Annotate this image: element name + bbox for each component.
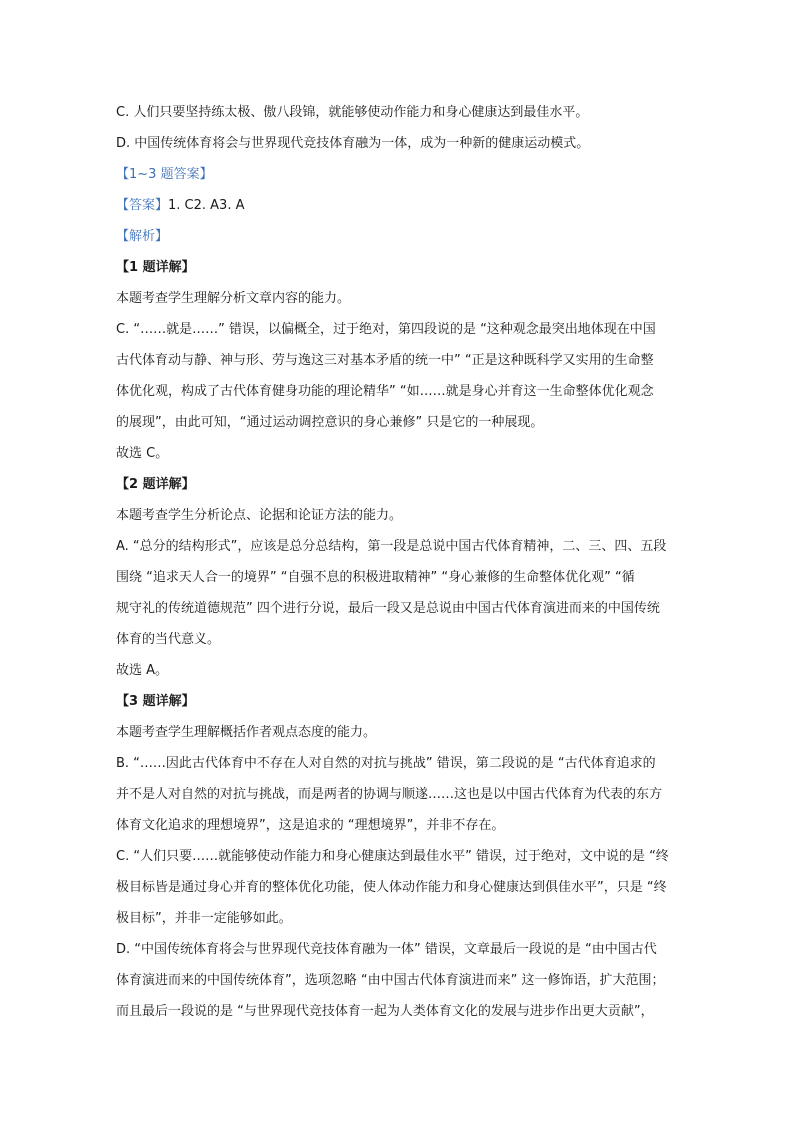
- paragraph-line: 体育演进而来的中国传统体育”，选项忽略 “由中国古代体育演进而来” 这一修饰语，扩大范围；: [116, 973, 665, 988]
- paragraph-line: D. “中国传统体育将会与世界现代竞技体育融为一体” 错误，文章最后一段说的是 “由中国古代: [116, 942, 657, 957]
- paragraph-line: 故选 C。: [116, 446, 169, 461]
- paragraph-line: C. “人们只要……就能够使动作能力和身心健康达到最佳水平” 错误，过于绝对，文中说的是 “终: [116, 849, 669, 864]
- q2-heading: 【2 题详解】: [116, 477, 195, 492]
- answer-values: 1. C2. A3. A: [168, 198, 245, 213]
- paragraph-line: 体育的当代意义。: [116, 632, 221, 647]
- paragraph-line: 本题考查学生分析论点、论据和论证方法的能力。: [116, 508, 403, 523]
- paragraph-line: 并不是人对自然的对抗与挑战，而是两者的协调与顺遂……这也是以中国古代体育为代表的东方: [116, 787, 663, 802]
- paragraph-line: 规守礼的传统道德规范” 四个进行分说，最后一段又是总说由中国古代体育演进而来的中国传统: [116, 601, 660, 616]
- paragraph-line: 的展现”，由此可知，“通过运动调控意识的身心兼修” 只是它的一种展现。: [116, 415, 544, 430]
- paragraph-line: 围绕 “追求天人合一的境界” “自强不息的积极进取精神” “身心兼修的生命整体优化观” “循: [116, 570, 635, 585]
- analysis-heading: 【解析】: [116, 229, 169, 244]
- answer-label: 【答案】: [116, 198, 169, 213]
- answer-line: [116, 198, 245, 214]
- option-c-line: C. 人们只要坚持练太极、傲八段锦，就能够使动作能力和身心健康达到最佳水平。: [116, 105, 589, 120]
- option-d-line: D. 中国传统体育将会与世界现代竞技体育融为一体，成为一种新的健康运动模式。: [116, 136, 590, 151]
- answer-section-heading: 【1~3 题答案】: [116, 167, 213, 182]
- q3-heading: 【3 题详解】: [116, 694, 195, 709]
- paragraph-line: 故选 A。: [116, 663, 169, 678]
- paragraph-line: 本题考查学生理解分析文章内容的能力。: [116, 291, 351, 306]
- paragraph-line: C. “……就是……” 错误，以偏概全，过于绝对，第四段说的是 “这种观念最突出地体现在中国: [116, 322, 656, 337]
- paragraph-line: 本题考查学生理解概括作者观点态度的能力。: [116, 725, 377, 740]
- paragraph-line: 极目标皆是通过身心并育的整体优化功能，使人体动作能力和身心健康达到俱佳水平”，只是 “终: [116, 880, 667, 895]
- paragraph-line: B. “……因此古代体育中不存在人对自然的对抗与挑战” 错误，第二段说的是 “古代体育追求的: [116, 756, 656, 771]
- paragraph-line: 而且最后一段说的是 “与世界现代竞技体育一起为人类体育文化的发展与进步作出更大贡献”，: [116, 1004, 654, 1019]
- paragraph-line: 体优化观，构成了古代体育健身功能的理论精华” “如……就是身心并育这一生命整体优化观念: [116, 384, 654, 399]
- paragraph-line: 体育文化追求的理想境界”，这是追求的 “理想境界”，并非不存在。: [116, 818, 505, 833]
- paragraph-line: 极目标”，并非一定能够如此。: [116, 911, 292, 926]
- paragraph-line: 古代体育动与静、神与形、劳与逸这三对基本矛盾的统一中” “正是这种既科学又实用的生命整: [116, 353, 654, 368]
- q1-heading: 【1 题详解】: [116, 260, 195, 275]
- paragraph-line: A. “总分的结构形式”，应该是总分总结构，第一段是总说中国古代体育精神，二、三、四、五段: [116, 539, 667, 554]
